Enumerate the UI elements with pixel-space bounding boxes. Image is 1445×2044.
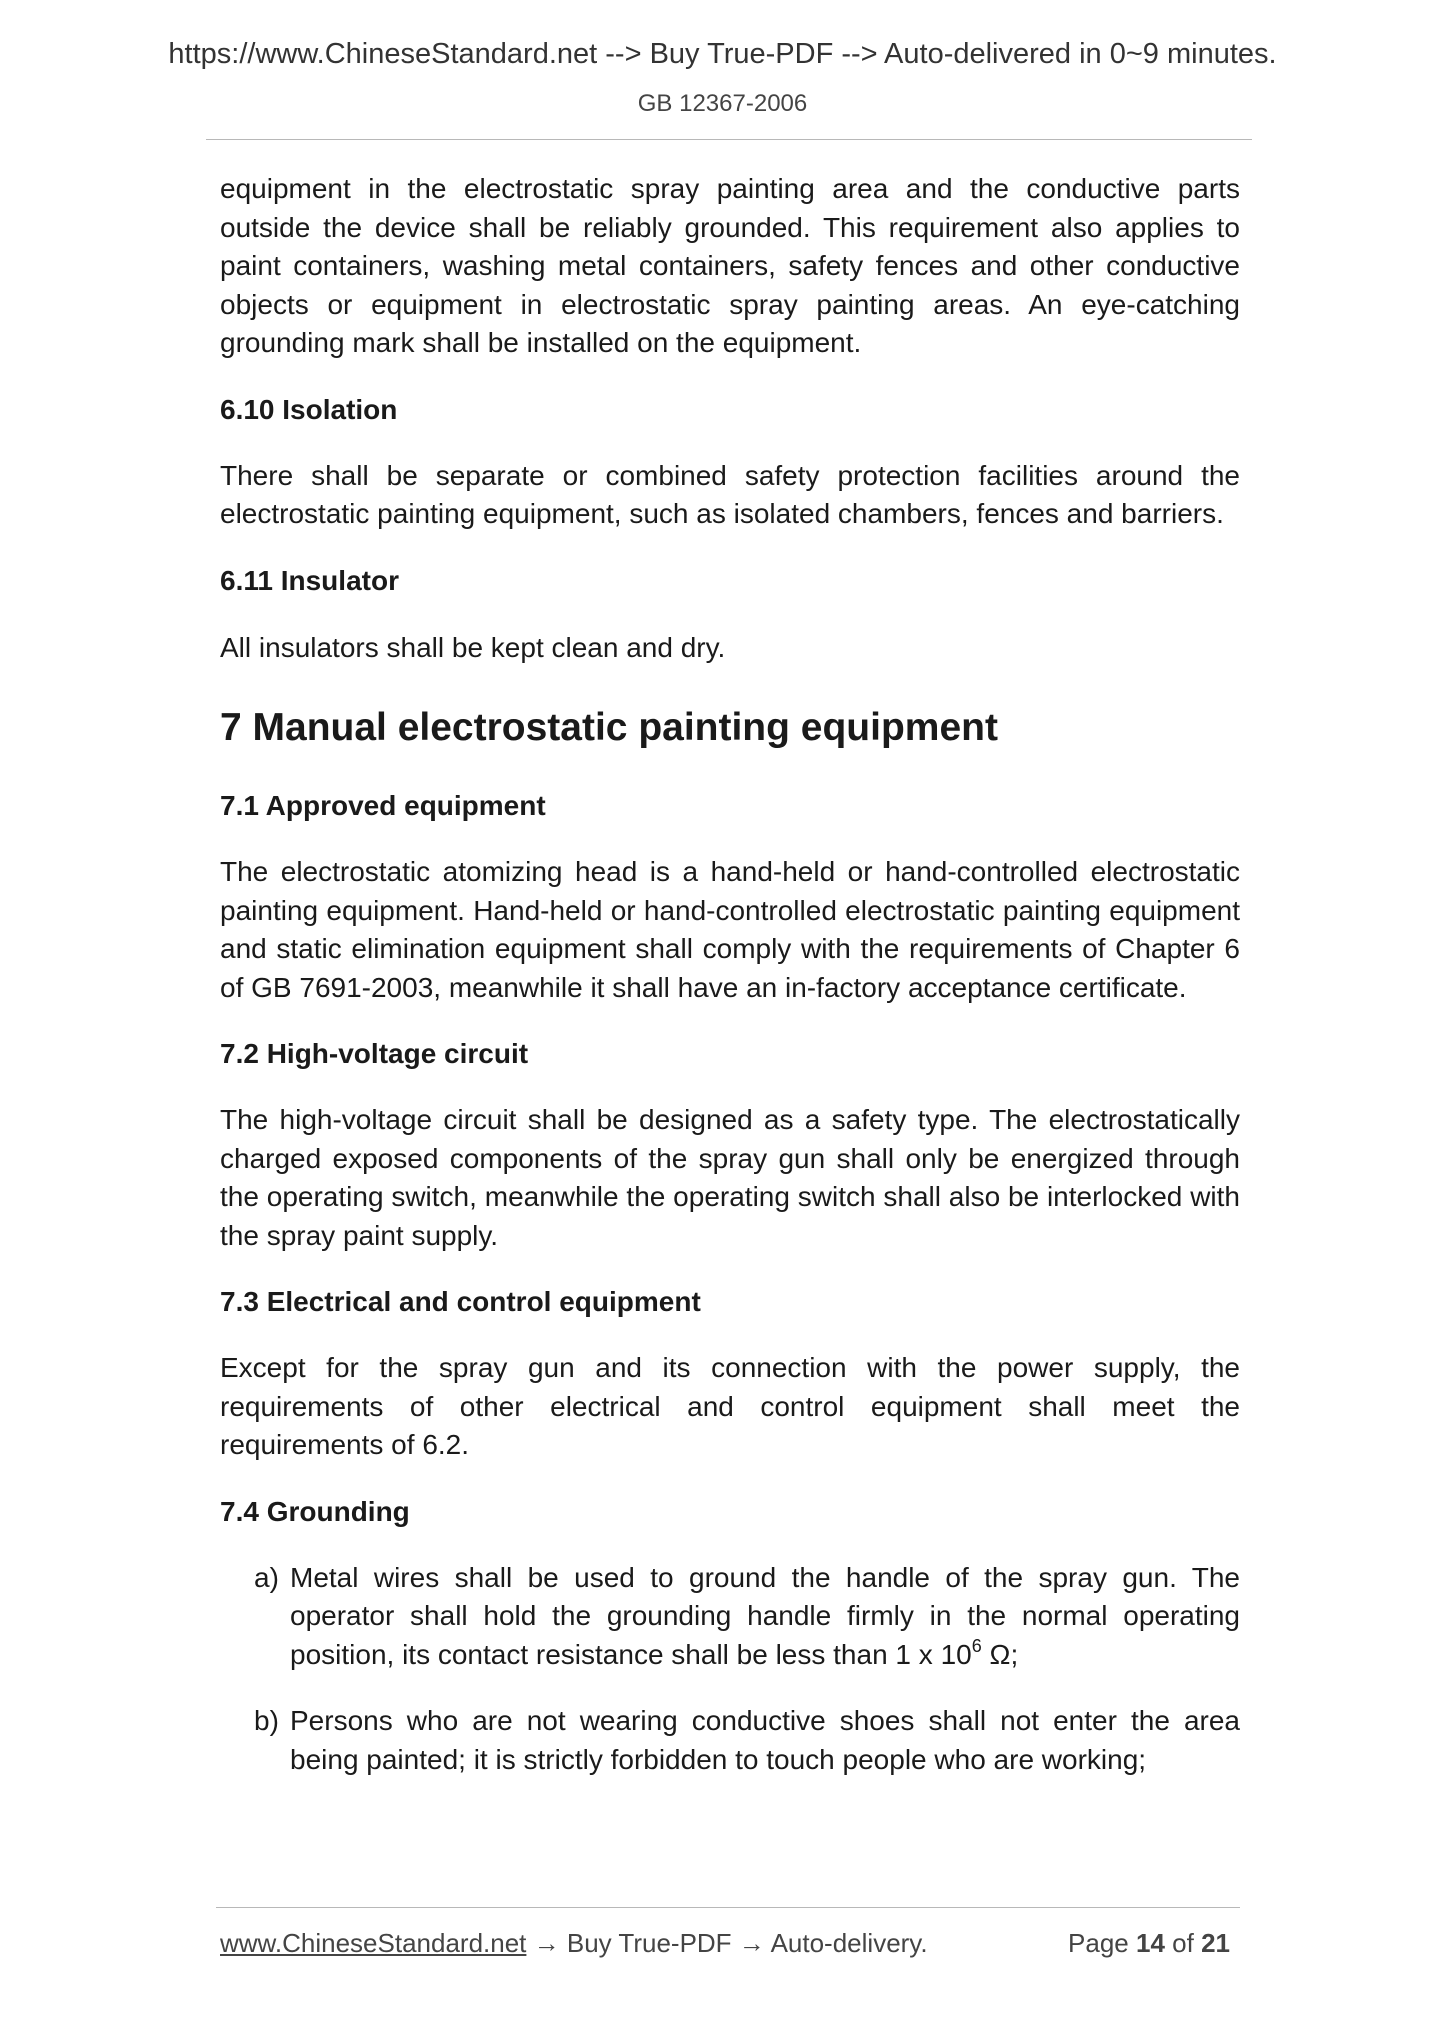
document-body [220,170,1240,1779]
list-marker-a: a) [254,1561,279,1593]
header-standard-number: GB 12367-2006 [637,90,808,117]
list-text-a: Metal wires shall be used to ground the handle of the spray gun. The operator shall hold the grounding handle firmly in the normal operating position, its contact resistance shall be less than 1 x $10^6$ Ω; [290,1561,1240,1670]
section-7-4-heading: 7.4 Grounding [220,1495,410,1527]
section-7-3-text: Except for the spray gun and its connection with the power supply, the requirements of other electrical and control equipment shall meet the requirements of 6.2. [220,1352,1240,1460]
exponent: 6 [971,1635,982,1656]
section-7-1-heading: 7.1 Approved equipment [220,790,546,821]
footer-divider [216,1907,1240,1908]
page-label: Page [1068,1928,1129,1958]
section-7-1-text: The electrostatic atomizing head is a hand-held or hand-controlled electrostatic painting equipment. Hand-held or hand-controlled electrostatic painting equipment and static elimination equipment shall comply with the requirements of Chapter 6 of GB 7691-2003, meanwhile it shall have an in-factory acceptance certificate. [220,856,1240,1003]
header-divider [206,139,1252,140]
section-6-10-heading: 6.10 Isolation [220,393,398,425]
footer-left [220,1928,928,1959]
list-text-b: Persons who are not wearing conductive shoes shall not enter the area being painted; it is strictly forbidden to touch people who are working; [290,1705,1240,1775]
list-item-a [220,1559,1240,1675]
list-item-b [220,1702,1240,1779]
footer-site-link[interactable]: www.ChineseStandard.net [220,1928,527,1958]
page-total: 21 [1201,1928,1230,1958]
page-current: 14 [1136,1928,1165,1958]
intro-paragraph: equipment in the electrostatic spray painting area and the conductive parts outside the device shall be reliably grounded. This requirement also applies to paint containers, washing metal containers, safety fences and other conductive objects or equipment in electrostatic spray painting areas. An eye-catching grounding mark shall be installed on the equipment. [220,173,1240,358]
section-7-2-heading: 7.2 High-voltage circuit [220,1038,529,1069]
section-6-11-text: All insulators shall be kept clean and dry. [220,631,726,663]
footer-tagline: → Buy True-PDF → Auto-delivery. [526,1928,928,1958]
page-of-label: of [1172,1928,1194,1958]
list-marker-b: b) [254,1705,279,1736]
header-url-banner: https://www.ChineseStandard.net --> Buy True-PDF --> Auto-delivered in 0~9 minutes. [168,38,1277,70]
section-6-10-text: There shall be separate or combined safety protection facilities around the electrostatic painting equipment, such as isolated chambers, fences and barriers. [220,459,1240,529]
page-number [1068,1928,1230,1959]
section-6-11-heading: 6.11 Insulator [220,564,399,596]
section-7-3-heading: 7.3 Electrical and control equipment [220,1286,701,1317]
chapter-7-heading: 7 Manual electrostatic painting equipment [220,706,998,749]
section-7-2-text: The high-voltage circuit shall be designed as a safety type. The electrostatically charged exposed components of the spray gun shall only be energized through the operating switch, meanwhile the operating switch shall also be interlocked with the spray paint supply. [220,1104,1240,1251]
